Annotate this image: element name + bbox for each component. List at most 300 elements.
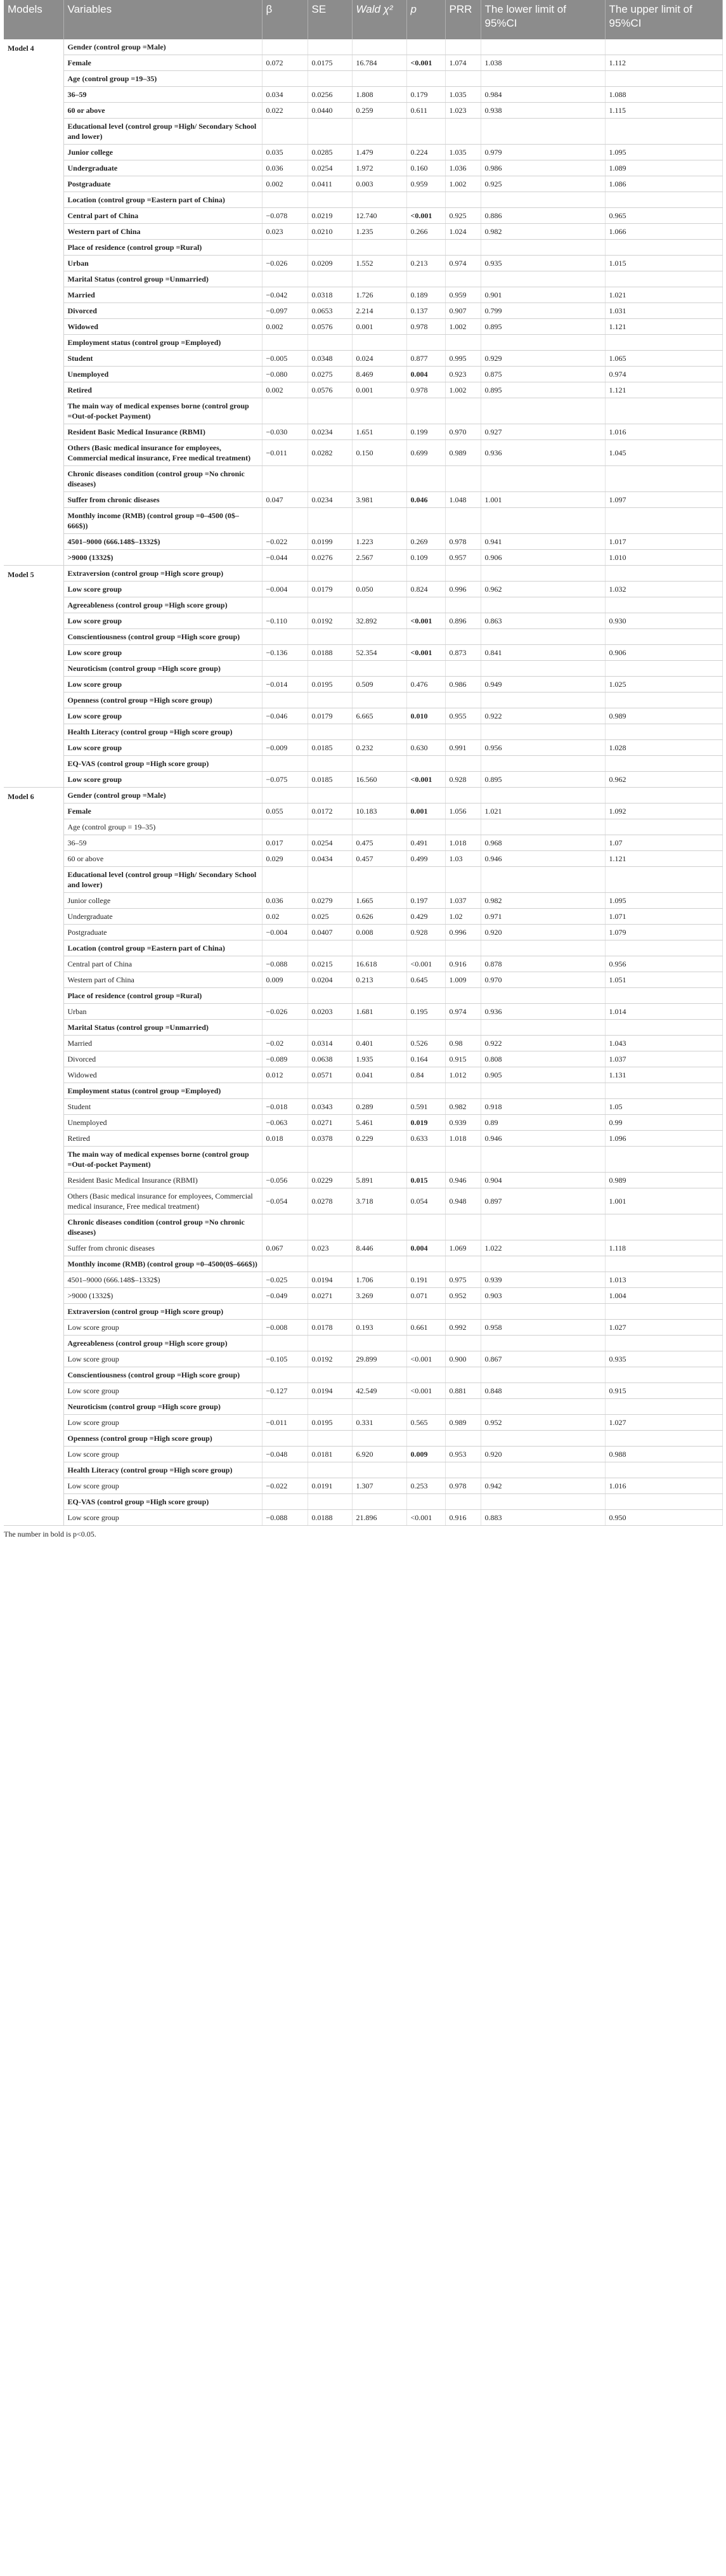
cell-wald: 0.509 bbox=[352, 677, 406, 693]
cell-beta: 0.067 bbox=[262, 1240, 308, 1256]
cell-wald bbox=[352, 1399, 406, 1415]
cell-beta: 0.072 bbox=[262, 55, 308, 71]
cell-lower-ci: 0.89 bbox=[481, 1115, 605, 1131]
cell-beta bbox=[262, 398, 308, 424]
cell-wald bbox=[352, 724, 406, 740]
cell-lower-ci: 0.904 bbox=[481, 1173, 605, 1188]
cell-lower-ci bbox=[481, 867, 605, 893]
cell-prr: 0.995 bbox=[445, 351, 481, 367]
table-row bbox=[4, 1478, 722, 1494]
cell-lower-ci bbox=[481, 940, 605, 956]
table-row bbox=[4, 1320, 722, 1336]
cell-p: 0.499 bbox=[406, 851, 445, 867]
table-row bbox=[4, 566, 722, 582]
variable-label: 36–59 bbox=[63, 835, 262, 851]
cell-se bbox=[308, 1147, 352, 1173]
cell-beta bbox=[262, 240, 308, 256]
cell-beta: 0.022 bbox=[262, 103, 308, 119]
cell-upper-ci bbox=[605, 693, 722, 708]
cell-wald: 1.935 bbox=[352, 1051, 406, 1067]
cell-lower-ci: 0.901 bbox=[481, 287, 605, 303]
cell-prr: 0.953 bbox=[445, 1447, 481, 1462]
cell-upper-ci bbox=[605, 566, 722, 582]
header-upper-ci: The upper limit of 95%CI bbox=[605, 0, 722, 39]
cell-p: 0.010 bbox=[406, 708, 445, 724]
cell-se: 0.0178 bbox=[308, 1320, 352, 1336]
cell-lower-ci: 0.895 bbox=[481, 772, 605, 788]
cell-upper-ci: 1.118 bbox=[605, 1240, 722, 1256]
cell-se: 0.023 bbox=[308, 1240, 352, 1256]
cell-lower-ci bbox=[481, 693, 605, 708]
cell-beta: −0.022 bbox=[262, 1478, 308, 1494]
cell-se: 0.0276 bbox=[308, 550, 352, 566]
cell-p bbox=[406, 1147, 445, 1173]
cell-wald: 0.150 bbox=[352, 440, 406, 466]
cell-upper-ci bbox=[605, 1147, 722, 1173]
cell-p bbox=[406, 788, 445, 803]
cell-lower-ci bbox=[481, 1431, 605, 1447]
cell-p bbox=[406, 819, 445, 835]
cell-wald: 0.001 bbox=[352, 319, 406, 335]
table-row bbox=[4, 740, 722, 756]
table-row bbox=[4, 492, 722, 508]
variable-group-label: Location (control group =Eastern part of China) bbox=[63, 192, 262, 208]
cell-se: 0.0407 bbox=[308, 925, 352, 940]
cell-upper-ci bbox=[605, 335, 722, 351]
table-row bbox=[4, 756, 722, 772]
cell-se bbox=[308, 466, 352, 492]
cell-prr bbox=[445, 629, 481, 645]
cell-p bbox=[406, 1020, 445, 1036]
cell-lower-ci: 0.906 bbox=[481, 550, 605, 566]
table-row bbox=[4, 1431, 722, 1447]
cell-wald bbox=[352, 788, 406, 803]
cell-se bbox=[308, 819, 352, 835]
cell-p: <0.001 bbox=[406, 1351, 445, 1367]
cell-prr: 1.02 bbox=[445, 909, 481, 925]
cell-wald: 5.461 bbox=[352, 1115, 406, 1131]
cell-wald: 2.214 bbox=[352, 303, 406, 319]
table-row bbox=[4, 772, 722, 788]
cell-prr: 0.946 bbox=[445, 1173, 481, 1188]
cell-upper-ci: 0.989 bbox=[605, 1173, 722, 1188]
variable-label: Postgraduate bbox=[63, 925, 262, 940]
variable-label: Junior college bbox=[63, 893, 262, 909]
cell-wald: 3.981 bbox=[352, 492, 406, 508]
cell-wald bbox=[352, 566, 406, 582]
table-row bbox=[4, 1336, 722, 1351]
cell-p: 0.160 bbox=[406, 160, 445, 176]
cell-prr: 0.974 bbox=[445, 1004, 481, 1020]
cell-upper-ci: 1.017 bbox=[605, 534, 722, 550]
cell-upper-ci: 1.043 bbox=[605, 1036, 722, 1051]
cell-se: 0.0172 bbox=[308, 803, 352, 819]
table-row bbox=[4, 1447, 722, 1462]
variable-group-label: Place of residence (control group =Rural) bbox=[63, 988, 262, 1004]
variable-label: Low score group bbox=[63, 740, 262, 756]
table-header-row bbox=[4, 0, 722, 39]
table-row bbox=[4, 1004, 722, 1020]
table-row bbox=[4, 1240, 722, 1256]
cell-p: 0.476 bbox=[406, 677, 445, 693]
cell-prr: 0.915 bbox=[445, 1051, 481, 1067]
cell-lower-ci bbox=[481, 240, 605, 256]
cell-p: 0.978 bbox=[406, 382, 445, 398]
cell-beta: −0.110 bbox=[262, 613, 308, 629]
cell-prr: 1.023 bbox=[445, 103, 481, 119]
variable-label: 4501–9000 (666.148$–1332$) bbox=[63, 1272, 262, 1288]
variable-label: Urban bbox=[63, 256, 262, 271]
cell-wald: 0.024 bbox=[352, 351, 406, 367]
cell-wald bbox=[352, 466, 406, 492]
cell-wald bbox=[352, 1431, 406, 1447]
cell-beta: −0.044 bbox=[262, 550, 308, 566]
cell-wald: 1.552 bbox=[352, 256, 406, 271]
cell-wald: 52.354 bbox=[352, 645, 406, 661]
variable-group-label: EQ-VAS (control group =High score group) bbox=[63, 756, 262, 772]
cell-se bbox=[308, 1256, 352, 1272]
cell-upper-ci bbox=[605, 788, 722, 803]
cell-lower-ci bbox=[481, 1399, 605, 1415]
cell-lower-ci bbox=[481, 819, 605, 835]
cell-beta: 0.055 bbox=[262, 803, 308, 819]
cell-upper-ci: 1.121 bbox=[605, 851, 722, 867]
cell-beta bbox=[262, 335, 308, 351]
cell-wald: 16.784 bbox=[352, 55, 406, 71]
variable-group-label: Agreeableness (control group =High score group) bbox=[63, 1336, 262, 1351]
cell-lower-ci: 0.867 bbox=[481, 1351, 605, 1367]
cell-p bbox=[406, 1494, 445, 1510]
cell-wald: 0.229 bbox=[352, 1131, 406, 1147]
cell-lower-ci bbox=[481, 192, 605, 208]
cell-p bbox=[406, 271, 445, 287]
variable-label: 36–59 bbox=[63, 87, 262, 103]
cell-lower-ci: 0.799 bbox=[481, 303, 605, 319]
cell-wald: 1.665 bbox=[352, 893, 406, 909]
variable-label: Female bbox=[63, 55, 262, 71]
cell-upper-ci: 1.016 bbox=[605, 424, 722, 440]
cell-lower-ci: 0.984 bbox=[481, 87, 605, 103]
cell-lower-ci: 0.946 bbox=[481, 851, 605, 867]
cell-lower-ci: 0.883 bbox=[481, 1510, 605, 1526]
cell-beta: −0.026 bbox=[262, 256, 308, 271]
table-row bbox=[4, 819, 722, 835]
table-row bbox=[4, 351, 722, 367]
variable-group-label: Gender (control group =Male) bbox=[63, 39, 262, 55]
cell-upper-ci: 1.097 bbox=[605, 492, 722, 508]
cell-se bbox=[308, 1431, 352, 1447]
cell-p: 0.054 bbox=[406, 1188, 445, 1214]
table-row bbox=[4, 629, 722, 645]
cell-se bbox=[308, 724, 352, 740]
cell-se: 0.0191 bbox=[308, 1478, 352, 1494]
cell-lower-ci: 0.886 bbox=[481, 208, 605, 224]
cell-lower-ci: 0.878 bbox=[481, 956, 605, 972]
cell-se: 0.0282 bbox=[308, 440, 352, 466]
variable-label: Student bbox=[63, 351, 262, 367]
table-row bbox=[4, 192, 722, 208]
cell-prr bbox=[445, 1462, 481, 1478]
variable-group-label: Chronic diseases condition (control group =No chronic diseases) bbox=[63, 466, 262, 492]
cell-p bbox=[406, 335, 445, 351]
cell-upper-ci: 1.121 bbox=[605, 319, 722, 335]
table-row bbox=[4, 335, 722, 351]
cell-wald bbox=[352, 192, 406, 208]
variable-group-label: Marital Status (control group =Unmarried) bbox=[63, 1020, 262, 1036]
cell-se: 0.0343 bbox=[308, 1099, 352, 1115]
cell-prr: 0.975 bbox=[445, 1272, 481, 1288]
cell-upper-ci bbox=[605, 192, 722, 208]
cell-wald bbox=[352, 693, 406, 708]
cell-upper-ci: 1.025 bbox=[605, 677, 722, 693]
table-row bbox=[4, 803, 722, 819]
cell-se bbox=[308, 788, 352, 803]
cell-prr: 0.939 bbox=[445, 1115, 481, 1131]
cell-beta: 0.035 bbox=[262, 145, 308, 160]
cell-se bbox=[308, 597, 352, 613]
cell-beta bbox=[262, 1214, 308, 1240]
cell-beta bbox=[262, 1304, 308, 1320]
cell-lower-ci: 0.958 bbox=[481, 1320, 605, 1336]
variable-group-label: Monthly income (RMB) (control group =0–4500(0$–666$)) bbox=[63, 1256, 262, 1272]
table-row bbox=[4, 1036, 722, 1051]
cell-prr bbox=[445, 867, 481, 893]
table-row bbox=[4, 287, 722, 303]
cell-p: 0.191 bbox=[406, 1272, 445, 1288]
cell-p: 0.009 bbox=[406, 1447, 445, 1462]
cell-upper-ci: 1.095 bbox=[605, 145, 722, 160]
table-row bbox=[4, 1067, 722, 1083]
variable-group-label: Educational level (control group =High/ Secondary School and lower) bbox=[63, 867, 262, 893]
cell-prr: 0.916 bbox=[445, 1510, 481, 1526]
cell-prr: 1.024 bbox=[445, 224, 481, 240]
cell-p bbox=[406, 1431, 445, 1447]
cell-wald bbox=[352, 271, 406, 287]
cell-prr bbox=[445, 466, 481, 492]
variable-group-label: Age (control group = 19–35) bbox=[63, 819, 262, 835]
cell-lower-ci: 0.918 bbox=[481, 1099, 605, 1115]
cell-lower-ci bbox=[481, 597, 605, 613]
cell-prr bbox=[445, 271, 481, 287]
cell-beta: −0.025 bbox=[262, 1272, 308, 1288]
cell-upper-ci bbox=[605, 819, 722, 835]
table-row bbox=[4, 1099, 722, 1115]
variable-group-label: Employment status (control group =Employed) bbox=[63, 335, 262, 351]
cell-beta: −0.063 bbox=[262, 1115, 308, 1131]
header-p: p bbox=[406, 0, 445, 39]
variable-group-label: The main way of medical expenses borne (control group =Out-of-pocket Payment) bbox=[63, 398, 262, 424]
cell-lower-ci bbox=[481, 988, 605, 1004]
cell-beta: 0.023 bbox=[262, 224, 308, 240]
table-row bbox=[4, 160, 722, 176]
cell-beta: −0.127 bbox=[262, 1383, 308, 1399]
cell-se bbox=[308, 508, 352, 534]
cell-p: 0.491 bbox=[406, 835, 445, 851]
regression-table bbox=[4, 0, 723, 1526]
cell-se: 0.0440 bbox=[308, 103, 352, 119]
variable-label: Low score group bbox=[63, 708, 262, 724]
table-row bbox=[4, 550, 722, 566]
cell-upper-ci: 0.906 bbox=[605, 645, 722, 661]
cell-prr: 0.900 bbox=[445, 1351, 481, 1367]
cell-prr bbox=[445, 1214, 481, 1240]
cell-wald bbox=[352, 1147, 406, 1173]
cell-lower-ci bbox=[481, 756, 605, 772]
cell-wald: 3.718 bbox=[352, 1188, 406, 1214]
cell-upper-ci: 1.089 bbox=[605, 160, 722, 176]
table-row bbox=[4, 466, 722, 492]
variable-label: Low score group bbox=[63, 613, 262, 629]
cell-beta: −0.136 bbox=[262, 645, 308, 661]
cell-beta: −0.014 bbox=[262, 677, 308, 693]
cell-prr bbox=[445, 1494, 481, 1510]
cell-p: 0.019 bbox=[406, 1115, 445, 1131]
variable-group-label: The main way of medical expenses borne (control group =Out-of-pocket Payment) bbox=[63, 1147, 262, 1173]
table-row bbox=[4, 398, 722, 424]
cell-upper-ci: 1.112 bbox=[605, 55, 722, 71]
cell-wald: 1.223 bbox=[352, 534, 406, 550]
cell-upper-ci: 0.99 bbox=[605, 1115, 722, 1131]
cell-beta bbox=[262, 271, 308, 287]
cell-prr bbox=[445, 192, 481, 208]
cell-wald: 12.740 bbox=[352, 208, 406, 224]
cell-prr: 0.982 bbox=[445, 1099, 481, 1115]
cell-beta: 0.009 bbox=[262, 972, 308, 988]
cell-upper-ci: 0.974 bbox=[605, 367, 722, 382]
cell-se: 0.0571 bbox=[308, 1067, 352, 1083]
cell-se bbox=[308, 1020, 352, 1036]
cell-se: 0.0215 bbox=[308, 956, 352, 972]
cell-lower-ci: 0.982 bbox=[481, 893, 605, 909]
variable-label: Resident Basic Medical Insurance (RBMI) bbox=[63, 424, 262, 440]
cell-beta: −0.056 bbox=[262, 1173, 308, 1188]
cell-beta: −0.011 bbox=[262, 1415, 308, 1431]
cell-wald: 0.213 bbox=[352, 972, 406, 988]
cell-beta: 0.002 bbox=[262, 319, 308, 335]
cell-prr: 0.928 bbox=[445, 772, 481, 788]
table-row bbox=[4, 1115, 722, 1131]
cell-upper-ci: 1.027 bbox=[605, 1320, 722, 1336]
variable-label: Western part of China bbox=[63, 224, 262, 240]
cell-se: 0.025 bbox=[308, 909, 352, 925]
cell-wald: 1.808 bbox=[352, 87, 406, 103]
cell-wald: 1.307 bbox=[352, 1478, 406, 1494]
cell-lower-ci: 1.021 bbox=[481, 803, 605, 819]
cell-upper-ci bbox=[605, 867, 722, 893]
cell-wald: 0.232 bbox=[352, 740, 406, 756]
cell-p: 0.266 bbox=[406, 224, 445, 240]
cell-se: 0.0219 bbox=[308, 208, 352, 224]
cell-upper-ci: 1.016 bbox=[605, 1478, 722, 1494]
cell-upper-ci: 0.989 bbox=[605, 708, 722, 724]
cell-se: 0.0204 bbox=[308, 972, 352, 988]
cell-lower-ci: 0.941 bbox=[481, 534, 605, 550]
cell-prr: 0.991 bbox=[445, 740, 481, 756]
cell-lower-ci: 0.936 bbox=[481, 440, 605, 466]
cell-beta: −0.088 bbox=[262, 1510, 308, 1526]
table-row bbox=[4, 1399, 722, 1415]
cell-se: 0.0378 bbox=[308, 1131, 352, 1147]
cell-beta: 0.02 bbox=[262, 909, 308, 925]
cell-prr bbox=[445, 71, 481, 87]
table-row bbox=[4, 367, 722, 382]
cell-lower-ci bbox=[481, 335, 605, 351]
header-models: Models bbox=[4, 0, 63, 39]
cell-p bbox=[406, 508, 445, 534]
cell-upper-ci: 0.915 bbox=[605, 1383, 722, 1399]
cell-beta bbox=[262, 1256, 308, 1272]
cell-prr: 0.989 bbox=[445, 440, 481, 466]
cell-lower-ci bbox=[481, 1083, 605, 1099]
variable-label: Retired bbox=[63, 1131, 262, 1147]
cell-se bbox=[308, 1367, 352, 1383]
cell-wald bbox=[352, 39, 406, 55]
cell-prr bbox=[445, 1147, 481, 1173]
cell-upper-ci: 1.096 bbox=[605, 1131, 722, 1147]
cell-beta bbox=[262, 629, 308, 645]
cell-wald: 29.899 bbox=[352, 1351, 406, 1367]
cell-prr: 1.018 bbox=[445, 1131, 481, 1147]
cell-wald: 0.626 bbox=[352, 909, 406, 925]
cell-wald bbox=[352, 867, 406, 893]
cell-beta bbox=[262, 39, 308, 55]
cell-lower-ci bbox=[481, 119, 605, 145]
cell-se: 0.0234 bbox=[308, 424, 352, 440]
cell-p: 0.565 bbox=[406, 1415, 445, 1431]
cell-se: 0.0348 bbox=[308, 351, 352, 367]
cell-prr: 1.035 bbox=[445, 145, 481, 160]
cell-prr: 1.018 bbox=[445, 835, 481, 851]
cell-se: 0.0271 bbox=[308, 1115, 352, 1131]
variable-label: Suffer from chronic diseases bbox=[63, 492, 262, 508]
cell-beta: −0.097 bbox=[262, 303, 308, 319]
cell-p bbox=[406, 693, 445, 708]
cell-upper-ci: 1.027 bbox=[605, 1415, 722, 1431]
cell-beta bbox=[262, 466, 308, 492]
table-body bbox=[4, 39, 722, 1526]
cell-se: 0.0254 bbox=[308, 835, 352, 851]
cell-p bbox=[406, 192, 445, 208]
cell-wald: 8.469 bbox=[352, 367, 406, 382]
cell-upper-ci bbox=[605, 271, 722, 287]
table-row bbox=[4, 693, 722, 708]
variable-label: 60 or above bbox=[63, 851, 262, 867]
cell-wald bbox=[352, 119, 406, 145]
cell-prr bbox=[445, 788, 481, 803]
cell-se bbox=[308, 867, 352, 893]
cell-beta: −0.088 bbox=[262, 956, 308, 972]
variable-label: 4501–9000 (666.148$–1332$) bbox=[63, 534, 262, 550]
cell-se bbox=[308, 566, 352, 582]
cell-se: 0.0576 bbox=[308, 319, 352, 335]
variable-label: Junior college bbox=[63, 145, 262, 160]
cell-wald: 16.560 bbox=[352, 772, 406, 788]
cell-se bbox=[308, 629, 352, 645]
variable-group-label: Openness (control group =High score group) bbox=[63, 693, 262, 708]
cell-wald bbox=[352, 1336, 406, 1351]
cell-lower-ci bbox=[481, 566, 605, 582]
variable-label: Resident Basic Medical Insurance (RBMI) bbox=[63, 1173, 262, 1188]
cell-p bbox=[406, 756, 445, 772]
cell-se: 0.0254 bbox=[308, 160, 352, 176]
cell-se: 0.0188 bbox=[308, 1510, 352, 1526]
cell-prr: 1.03 bbox=[445, 851, 481, 867]
cell-p bbox=[406, 71, 445, 87]
cell-lower-ci: 0.920 bbox=[481, 925, 605, 940]
variable-label: Low score group bbox=[63, 582, 262, 597]
variable-group-label: Conscientiousness (control group =High score group) bbox=[63, 1367, 262, 1383]
cell-p: 0.591 bbox=[406, 1099, 445, 1115]
